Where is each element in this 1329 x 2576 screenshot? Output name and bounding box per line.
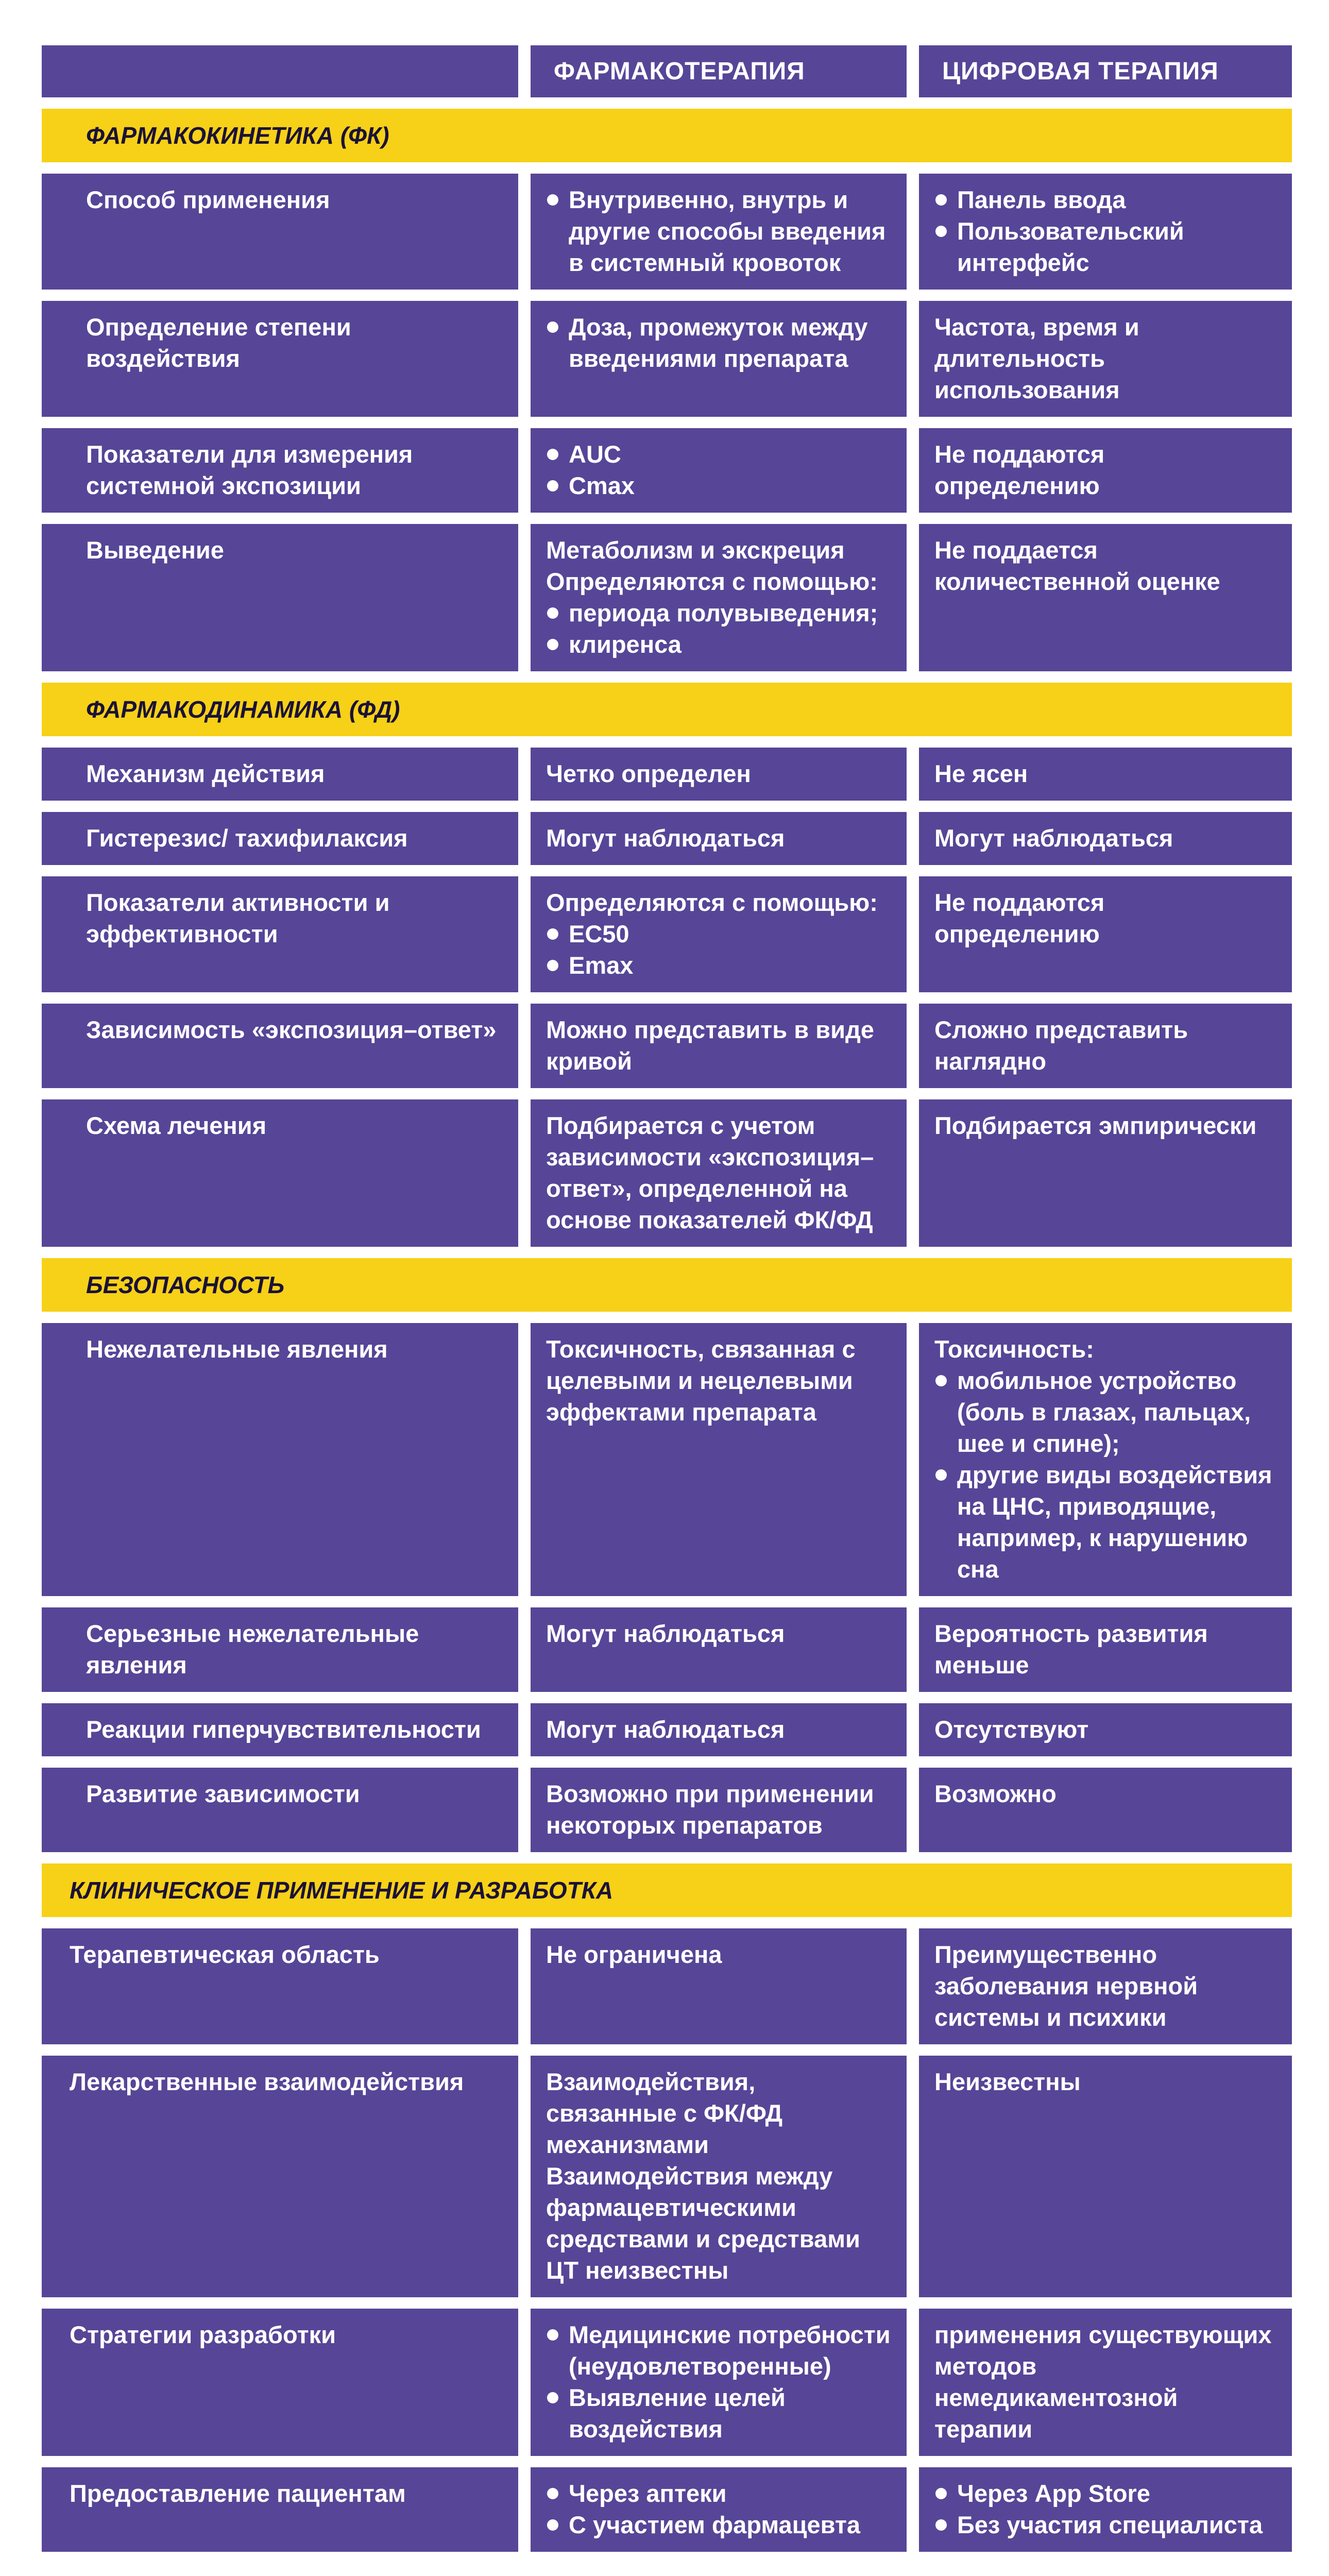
digital-therapy-cell	[919, 1768, 1292, 1852]
table-row	[42, 812, 1292, 865]
cell-text: Возможно	[934, 1780, 1057, 1807]
cell-text: Можно представить в виде кривой	[546, 1016, 874, 1075]
row-label: Предоставление пациентам	[42, 2467, 518, 2552]
bullet-item: Пользовательский интерфейс	[934, 215, 1276, 278]
bullet-item: AUC	[546, 438, 891, 470]
cell-text: применения существующих методов немедикаментозной терапии	[934, 2321, 1272, 2443]
row-label: Способ применения	[42, 174, 518, 290]
pharmacotherapy-cell	[531, 1099, 907, 1247]
pharmacotherapy-cell	[531, 1768, 907, 1852]
row-label: Реакции гиперчувствительности	[42, 1703, 518, 1756]
bullet-list	[934, 2478, 1276, 2540]
digital-therapy-cell	[919, 1004, 1292, 1088]
cell-text: Могут наблюдаться	[546, 1620, 785, 1647]
table-row	[42, 876, 1292, 992]
cell-text: Не поддаются определению	[934, 440, 1105, 499]
pharmacotherapy-cell	[531, 428, 907, 513]
pharmacotherapy-cell	[531, 174, 907, 290]
digital-therapy-cell	[919, 524, 1292, 671]
table-row	[42, 1768, 1292, 1852]
table-header-row	[42, 45, 1292, 97]
table-row	[42, 2056, 1292, 2297]
cell-text: Могут наблюдаться	[934, 824, 1173, 852]
row-label: Серьезные нежелательные явления	[42, 1607, 518, 1692]
digital-therapy-cell	[919, 2309, 1292, 2456]
cell-text: Взаимодействия, связанные с ФК/ФД механизмами	[546, 2068, 783, 2158]
pharmacotherapy-cell	[531, 1928, 907, 2044]
row-label: Гистерезис/ тахифилаксия	[42, 812, 518, 865]
table-row	[42, 1607, 1292, 1692]
cell-text: Сложно представить наглядно	[934, 1016, 1188, 1075]
digital-therapy-cell	[919, 1099, 1292, 1247]
digital-therapy-cell	[919, 174, 1292, 290]
table-row	[42, 1928, 1292, 2044]
header-digital-therapy: ЦИФРОВАЯ ТЕРАПИЯ	[919, 45, 1292, 97]
bullet-list	[546, 438, 891, 501]
cell-text: Возможно при применении некоторых препаратов	[546, 1780, 874, 1839]
table-row	[42, 748, 1292, 801]
cell-text: Не поддается количественной оценке	[934, 536, 1220, 595]
bullet-item: мобильное устройство (боль в глазах, пальцах, шее и спине);	[934, 1365, 1276, 1459]
cell-text: Токсичность, связанная с целевыми и нецелевыми эффектами препарата	[546, 1335, 856, 1426]
digital-therapy-cell	[919, 1323, 1292, 1596]
digital-therapy-cell	[919, 748, 1292, 801]
bullet-item: Выявление целей воздействия	[546, 2382, 891, 2445]
cell-text: Взаимодействия между фармацевтическими средствами и средствами ЦТ неизвестны	[546, 2162, 860, 2284]
header-pharmacotherapy: ФАРМАКОТЕРАПИЯ	[531, 45, 907, 97]
table-row	[42, 2309, 1292, 2456]
bullet-list	[934, 1365, 1276, 1585]
cell-text: Вероятность развития меньше	[934, 1620, 1208, 1679]
cell-text: Подбирается с учетом зависимости «экспозиция–ответ», определенной на основе показателей ФК/ФД	[546, 1112, 874, 1233]
cell-text: Неизвестны	[934, 2068, 1081, 2095]
digital-therapy-cell	[919, 812, 1292, 865]
cell-text: Определяются с помощью:	[546, 889, 878, 916]
bullet-list	[546, 184, 891, 278]
bullet-list	[546, 311, 891, 374]
cell-text: Преимущественно заболевания нервной системы и психики	[934, 1941, 1198, 2031]
cell-text: Могут наблюдаться	[546, 1716, 785, 1743]
pharmacotherapy-cell	[531, 1004, 907, 1088]
table-row	[42, 524, 1292, 671]
bullet-list	[546, 918, 891, 981]
row-label: Зависимость «экспозиция–ответ»	[42, 1004, 518, 1088]
table-row	[42, 1004, 1292, 1088]
digital-therapy-cell	[919, 876, 1292, 992]
pharmacotherapy-cell	[531, 1323, 907, 1596]
table-row	[42, 1099, 1292, 1247]
row-label: Определение степени воздействия	[42, 301, 518, 417]
bullet-item: периода полувыведения;	[546, 597, 891, 629]
bullet-list	[546, 2319, 891, 2445]
cell-text: Частота, время и длительность использования	[934, 313, 1139, 403]
bullet-item: Cmax	[546, 470, 891, 501]
cell-text: Метаболизм и экскреция	[546, 536, 845, 564]
pharmacotherapy-cell	[531, 2056, 907, 2297]
bullet-item: Внутривенно, внутрь и другие способы введения в системный кровоток	[546, 184, 891, 278]
digital-therapy-cell	[919, 301, 1292, 417]
pharmacotherapy-cell	[531, 748, 907, 801]
bullet-item: Панель ввода	[934, 184, 1276, 215]
bullet-item: EC50	[546, 918, 891, 950]
bullet-item: Через App Store	[934, 2478, 1276, 2509]
bullet-item: клиренса	[546, 629, 891, 660]
bullet-item: Медицинские потребности (неудовлетворенные)	[546, 2319, 891, 2382]
row-label: Нежелательные явления	[42, 1323, 518, 1596]
section-header: КЛИНИЧЕСКОЕ ПРИМЕНЕНИЕ И РАЗРАБОТКА	[42, 1863, 1292, 1917]
row-label: Механизм действия	[42, 748, 518, 801]
pharmacotherapy-cell	[531, 524, 907, 671]
table-row	[42, 1323, 1292, 1596]
cell-text: Не ограничена	[546, 1941, 722, 1968]
row-label: Показатели активности и эффективности	[42, 876, 518, 992]
section-header: ФАРМАКОКИНЕТИКА (ФК)	[42, 109, 1292, 162]
table-row	[42, 1703, 1292, 1756]
cell-text: Определяются с помощью:	[546, 568, 878, 595]
bullet-item: другие виды воздействия на ЦНС, приводящие, например, к нарушению сна	[934, 1459, 1276, 1585]
section-header: БЕЗОПАСНОСТЬ	[42, 1258, 1292, 1312]
bullet-list	[546, 2478, 891, 2540]
pharmacotherapy-cell	[531, 1607, 907, 1692]
pharmacotherapy-cell	[531, 2309, 907, 2456]
pharmacotherapy-cell	[531, 2467, 907, 2552]
bullet-item: Emax	[546, 950, 891, 981]
row-label: Лекарственные взаимодействия	[42, 2056, 518, 2297]
bullet-list	[546, 597, 891, 660]
cell-text: Четко определен	[546, 760, 751, 787]
pharmacotherapy-cell	[531, 1703, 907, 1756]
header-empty-cell	[42, 45, 518, 97]
cell-text: Не поддаются определению	[934, 889, 1105, 947]
row-label: Схема лечения	[42, 1099, 518, 1247]
table-row	[42, 428, 1292, 513]
row-label: Стратегии разработки	[42, 2309, 518, 2456]
digital-therapy-cell	[919, 1928, 1292, 2044]
pharmacotherapy-cell	[531, 301, 907, 417]
pharmacotherapy-cell	[531, 876, 907, 992]
bullet-item: Без участия специалиста	[934, 2509, 1276, 2540]
cell-text: Отсутствуют	[934, 1716, 1089, 1743]
section-header: ФАРМАКОДИНАМИКА (ФД)	[42, 683, 1292, 736]
cell-text: Токсичность:	[934, 1335, 1094, 1363]
digital-therapy-cell	[919, 1703, 1292, 1756]
digital-therapy-cell	[919, 2056, 1292, 2297]
table-row	[42, 2467, 1292, 2552]
bullet-item: Через аптеки	[546, 2478, 891, 2509]
digital-therapy-cell	[919, 1607, 1292, 1692]
pharmacotherapy-cell	[531, 812, 907, 865]
cell-text: Могут наблюдаться	[546, 824, 785, 852]
digital-therapy-cell	[919, 428, 1292, 513]
digital-therapy-cell	[919, 2467, 1292, 2552]
bullet-item: С участием фармацевта	[546, 2509, 891, 2540]
table-body	[42, 109, 1292, 2552]
cell-text: Подбирается эмпирически	[934, 1112, 1257, 1139]
table-row	[42, 174, 1292, 290]
table-row	[42, 301, 1292, 417]
bullet-list	[934, 184, 1276, 278]
bullet-item: Доза, промежуток между введениями препарата	[546, 311, 891, 374]
row-label: Выведение	[42, 524, 518, 671]
cell-text: Не ясен	[934, 760, 1028, 787]
row-label: Развитие зависимости	[42, 1768, 518, 1852]
comparison-table	[42, 45, 1292, 2563]
row-label: Терапевтическая область	[42, 1928, 518, 2044]
row-label: Показатели для измерения системной экспозиции	[42, 428, 518, 513]
